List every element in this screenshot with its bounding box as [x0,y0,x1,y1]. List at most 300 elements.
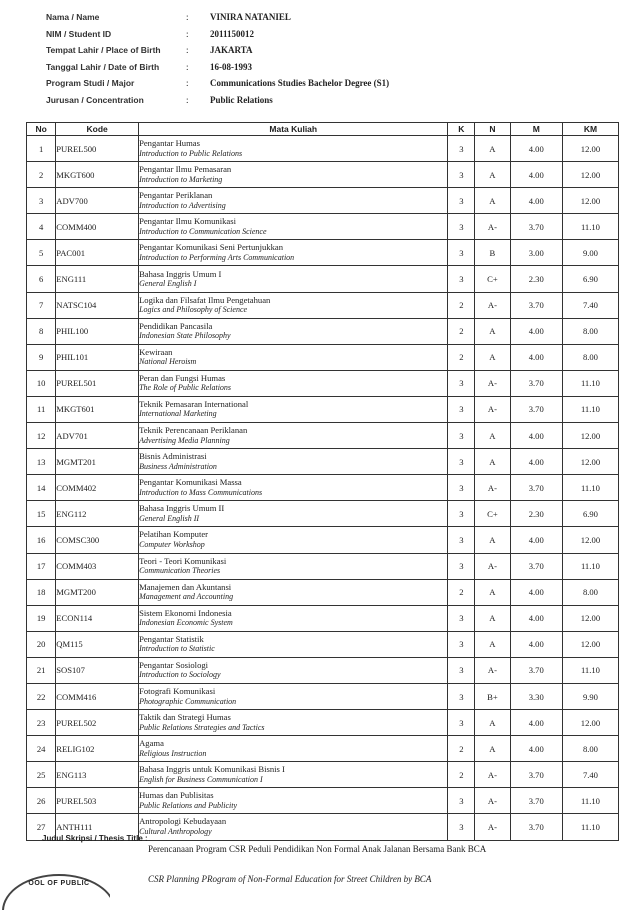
info-label: NIM / Student ID [46,28,112,39]
info-label: Program Studi / Major [46,78,135,88]
cell-mata-kuliah [139,736,448,762]
header-mata-kuliah: Mata Kuliah [139,123,448,136]
course-name-en: Indonesian State Philosophy [139,331,231,341]
course-name-id: Pelatihan Komputer [139,530,209,540]
cell-km: 8.00 [562,344,618,370]
cell-m: 3.70 [510,788,562,814]
table-row [27,266,619,292]
info-value: Public Relations [210,94,273,105]
cell-n: A- [475,814,510,840]
cell-km: 12.00 [562,449,618,475]
cell-kode: NATSC104 [56,292,139,318]
cell-km: 11.10 [562,475,618,501]
cell-n: A [475,527,510,553]
cell-n: C+ [475,266,510,292]
cell-k: 2 [448,762,475,788]
cell-km: 8.00 [562,318,618,344]
cell-m: 4.00 [510,631,562,657]
header-k: K [448,123,475,136]
table-row [27,605,619,631]
cell-kode: MGMT201 [56,449,139,475]
cell-no: 15 [27,501,56,527]
cell-mata-kuliah [139,683,448,709]
cell-k: 3 [448,396,475,422]
cell-km: 12.00 [562,631,618,657]
course-name-en: Introduction to Statistic [139,644,215,654]
table-row [27,553,619,579]
cell-n: A- [475,214,510,240]
cell-mata-kuliah [139,370,448,396]
course-name-en: Public Relations and Publicity [139,800,238,810]
cell-n: A [475,136,510,162]
cell-kode: COMM403 [56,553,139,579]
course-name-en: Management and Accounting [139,592,234,602]
cell-m: 4.00 [510,527,562,553]
cell-n: A- [475,475,510,501]
info-colon: : [186,28,189,39]
header-kode: Kode [56,123,139,136]
cell-k: 3 [448,188,475,214]
cell-kode: PHIL100 [56,318,139,344]
course-name-en: Public Relations Strategies and Tactics [139,722,265,732]
course-name-id: Fotografi Komunikasi [139,687,216,697]
cell-mata-kuliah [139,501,448,527]
cell-no: 22 [27,683,56,709]
header-no: No [27,123,56,136]
cell-k: 3 [448,240,475,266]
cell-mata-kuliah [139,579,448,605]
table-row [27,162,619,188]
cell-mata-kuliah [139,814,448,840]
cell-km: 7.40 [562,292,618,318]
cell-no: 3 [27,188,56,214]
cell-n: A [475,423,510,449]
table-row [27,396,619,422]
table-row [27,475,619,501]
cell-k: 2 [448,292,475,318]
cell-n: A- [475,370,510,396]
course-name-id: Pengantar Komunikasi Seni Pertunjukkan [139,243,283,253]
course-name-en: Introduction to Public Relations [139,148,243,158]
cell-n: A- [475,657,510,683]
cell-n: A [475,449,510,475]
table-header-row [27,123,619,136]
cell-km: 11.10 [562,214,618,240]
cell-kode: COMM400 [56,214,139,240]
cell-m: 4.00 [510,344,562,370]
course-name-en: Introduction to Performing Arts Communication [139,252,295,262]
table-row [27,788,619,814]
info-value: 16-08-1993 [210,61,252,72]
cell-n: A [475,605,510,631]
grades-table [26,122,619,841]
cell-k: 3 [448,814,475,840]
course-name-id: Teori - Teori Komunikasi [139,556,227,566]
header-km: KM [562,123,618,136]
course-name-en: Photographic Communication [139,696,237,706]
cell-n: A- [475,788,510,814]
cell-n: A [475,710,510,736]
table-row [27,136,619,162]
cell-k: 3 [448,527,475,553]
info-label: Tanggal Lahir / Date of Birth [46,61,160,72]
cell-kode: ADV700 [56,188,139,214]
cell-m: 3.70 [510,292,562,318]
info-colon: : [186,12,189,22]
cell-no: 9 [27,344,56,370]
table-row [27,579,619,605]
info-colon: : [186,45,189,55]
cell-no: 18 [27,579,56,605]
cell-k: 3 [448,475,475,501]
table-body [27,136,619,841]
cell-k: 3 [448,788,475,814]
cell-kode: QM115 [56,631,139,657]
thesis-label: Judul Skripsi / Thesis Title : [42,834,148,843]
cell-no: 7 [27,292,56,318]
cell-n: C+ [475,501,510,527]
course-name-id: Humas dan Publisitas [139,791,214,801]
cell-km: 7.40 [562,762,618,788]
table-row [27,501,619,527]
course-name-id: Teknik Perencanaan Periklanan [139,426,248,436]
cell-kode: ECON114 [56,605,139,631]
course-name-en: The Role of Public Relations [139,383,232,393]
cell-kode: MKGT600 [56,162,139,188]
course-name-id: Bahasa Inggris Umum I [139,269,222,279]
cell-mata-kuliah [139,344,448,370]
info-label: Jurusan / Concentration [46,94,144,105]
cell-kode: ENG112 [56,501,139,527]
course-name-en: Business Administration [139,461,217,471]
header-n: N [475,123,510,136]
cell-km: 9.90 [562,683,618,709]
table-row [27,710,619,736]
course-name-id: Pengantar Ilmu Komunikasi [139,217,236,227]
cell-no: 27 [27,814,56,840]
cell-kode: ADV701 [56,423,139,449]
cell-m: 4.00 [510,188,562,214]
table-row [27,214,619,240]
cell-no: 11 [27,396,56,422]
course-name-id: Teknik Pemasaran International [139,399,249,409]
school-stamp [0,870,110,910]
cell-no: 8 [27,318,56,344]
cell-kode: ENG113 [56,762,139,788]
table-row [27,188,619,214]
cell-k: 3 [448,631,475,657]
cell-m: 3.70 [510,396,562,422]
cell-kode: COMM416 [56,683,139,709]
cell-k: 3 [448,683,475,709]
course-name-en: Advertising Media Planning [139,435,230,445]
cell-n: A [475,631,510,657]
cell-km: 12.00 [562,188,618,214]
info-label: Nama / Name [46,12,100,22]
cell-km: 11.10 [562,657,618,683]
cell-no: 20 [27,631,56,657]
cell-m: 4.00 [510,736,562,762]
cell-n: A- [475,553,510,579]
cell-m: 3.70 [510,553,562,579]
cell-n: B [475,240,510,266]
cell-k: 3 [448,136,475,162]
table-row [27,762,619,788]
course-name-en: Religious Instruction [139,748,207,758]
cell-kode: PUREL500 [56,136,139,162]
table-row [27,449,619,475]
cell-no: 17 [27,553,56,579]
course-name-id: Bisnis Administrasi [139,452,207,462]
info-colon: : [186,61,189,72]
cell-no: 16 [27,527,56,553]
cell-km: 12.00 [562,423,618,449]
cell-k: 3 [448,605,475,631]
course-name-id: Pengantar Humas [139,139,200,149]
cell-mata-kuliah [139,162,448,188]
course-name-id: Pengantar Periklanan [139,191,213,201]
cell-mata-kuliah [139,423,448,449]
cell-mata-kuliah [139,214,448,240]
cell-n: A- [475,762,510,788]
cell-km: 12.00 [562,527,618,553]
cell-m: 2.30 [510,501,562,527]
course-name-en: Introduction to Sociology [139,670,221,680]
info-value: JAKARTA [210,45,253,55]
cell-no: 24 [27,736,56,762]
course-name-id: Antropologi Kebudayaan [139,817,227,827]
cell-mata-kuliah [139,762,448,788]
header-m: M [510,123,562,136]
cell-kode: MGMT200 [56,579,139,605]
table-row [27,683,619,709]
cell-no: 12 [27,423,56,449]
cell-k: 2 [448,318,475,344]
cell-km: 6.90 [562,266,618,292]
cell-m: 3.70 [510,475,562,501]
cell-n: A [475,162,510,188]
cell-no: 21 [27,657,56,683]
info-value: 2011150012 [210,28,255,39]
table-row [27,423,619,449]
cell-k: 3 [448,370,475,396]
cell-mata-kuliah [139,240,448,266]
course-name-id: Pengantar Statistik [139,634,204,644]
cell-km: 12.00 [562,605,618,631]
course-name-en: Logics and Philosophy of Science [139,305,248,315]
cell-k: 3 [448,501,475,527]
cell-k: 3 [448,266,475,292]
cell-kode: PHIL101 [56,344,139,370]
cell-km: 12.00 [562,162,618,188]
cell-kode: PUREL503 [56,788,139,814]
course-name-id: Manajemen dan Akuntansi [139,582,232,592]
cell-m: 4.00 [510,318,562,344]
cell-km: 8.00 [562,736,618,762]
course-name-en: Introduction to Communication Science [139,226,267,236]
course-name-en: Introduction to Advertising [139,200,226,210]
cell-k: 2 [448,736,475,762]
cell-no: 23 [27,710,56,736]
cell-k: 3 [448,162,475,188]
info-colon: : [186,78,189,88]
table-row [27,240,619,266]
cell-no: 1 [27,136,56,162]
course-name-id: Peran dan Fungsi Humas [139,373,226,383]
cell-no: 14 [27,475,56,501]
table-row [27,318,619,344]
cell-km: 8.00 [562,579,618,605]
cell-mata-kuliah [139,788,448,814]
cell-k: 2 [448,579,475,605]
thesis-title-id: Perencanaan Program CSR Peduli Pendidikan Non Formal Anak Jalanan Bersama Bank BCA [148,844,487,854]
table-row [27,370,619,396]
cell-mata-kuliah [139,292,448,318]
cell-no: 5 [27,240,56,266]
cell-mata-kuliah [139,318,448,344]
stamp-ring [2,874,110,910]
course-name-en: Introduction to Mass Communications [139,487,263,497]
cell-mata-kuliah [139,449,448,475]
cell-k: 3 [448,214,475,240]
cell-mata-kuliah [139,527,448,553]
cell-n: A- [475,396,510,422]
cell-no: 2 [27,162,56,188]
cell-no: 19 [27,605,56,631]
cell-no: 13 [27,449,56,475]
course-name-en: Introduction to Marketing [139,174,223,184]
table-row [27,736,619,762]
info-label: Tempat Lahir / Place of Birth [46,45,161,55]
cell-n: A [475,344,510,370]
course-name-en: General English I [139,279,197,289]
cell-no: 10 [27,370,56,396]
course-name-en: Computer Workshop [139,539,205,549]
cell-mata-kuliah [139,136,448,162]
thesis-title-en: CSR Planning PRogram of Non-Formal Education for Street Children by BCA [148,874,432,884]
course-name-id: Taktik dan Strategi Humas [139,713,231,723]
course-name-id: Sistem Ekonomi Indonesia [139,608,232,618]
cell-kode: PAC001 [56,240,139,266]
cell-km: 9.00 [562,240,618,266]
cell-k: 3 [448,423,475,449]
course-name-en: English for Business Communication I [139,774,263,784]
table-row [27,657,619,683]
info-colon: : [186,94,189,105]
cell-mata-kuliah [139,475,448,501]
course-name-id: Pendidikan Pancasila [139,321,213,331]
stamp-text: OOL OF PUBLIC [28,880,90,887]
cell-kode: PUREL502 [56,710,139,736]
cell-k: 3 [448,710,475,736]
table-row [27,631,619,657]
cell-n: A [475,736,510,762]
cell-no: 25 [27,762,56,788]
cell-mata-kuliah [139,553,448,579]
info-value: Communications Studies Bachelor Degree (S1) [210,78,390,88]
cell-km: 6.90 [562,501,618,527]
cell-mata-kuliah [139,266,448,292]
course-name-id: Bahasa Inggris Umum II [139,504,225,514]
cell-mata-kuliah [139,188,448,214]
cell-m: 3.70 [510,762,562,788]
cell-k: 2 [448,344,475,370]
cell-m: 4.00 [510,710,562,736]
cell-m: 3.70 [510,814,562,840]
cell-no: 4 [27,214,56,240]
cell-m: 4.00 [510,605,562,631]
cell-m: 3.70 [510,370,562,396]
table-row [27,527,619,553]
course-name-en: Communication Theories [139,566,221,576]
course-name-id: Bahasa Inggris untuk Komunikasi Bisnis I [139,765,285,775]
cell-km: 12.00 [562,136,618,162]
cell-kode: COMSC300 [56,527,139,553]
cell-n: A [475,188,510,214]
cell-no: 6 [27,266,56,292]
cell-mata-kuliah [139,605,448,631]
course-name-id: Agama [139,739,164,749]
course-name-en: General English II [139,513,200,523]
cell-n: A [475,579,510,605]
cell-m: 4.00 [510,162,562,188]
cell-k: 3 [448,553,475,579]
table-row [27,344,619,370]
cell-m: 4.00 [510,579,562,605]
table-row [27,292,619,318]
course-name-en: National Heroism [139,357,197,367]
cell-kode: RELIG102 [56,736,139,762]
cell-k: 3 [448,449,475,475]
cell-km: 11.10 [562,553,618,579]
cell-mata-kuliah [139,396,448,422]
cell-n: A [475,318,510,344]
course-name-id: Logika dan Filsafat Ilmu Pengetahuan [139,295,271,305]
course-name-en: International Marketing [139,409,217,419]
info-value: VINIRA NATANIEL [210,12,291,22]
cell-km: 11.10 [562,788,618,814]
cell-m: 4.00 [510,449,562,475]
cell-kode: ANTH111 [56,814,139,840]
cell-m: 2.30 [510,266,562,292]
cell-n: A- [475,292,510,318]
course-name-id: Pengantar Ilmu Pemasaran [139,165,232,175]
course-name-id: Kewiraan [139,347,173,357]
cell-m: 3.70 [510,657,562,683]
cell-mata-kuliah [139,710,448,736]
cell-mata-kuliah [139,631,448,657]
cell-kode: MKGT601 [56,396,139,422]
cell-m: 3.00 [510,240,562,266]
course-name-id: Pengantar Sosiologi [139,660,209,670]
cell-kode: SOS107 [56,657,139,683]
cell-m: 4.00 [510,136,562,162]
course-name-id: Pengantar Komunikasi Massa [139,478,242,488]
cell-km: 12.00 [562,710,618,736]
cell-no: 26 [27,788,56,814]
cell-m: 4.00 [510,423,562,449]
cell-kode: ENG111 [56,266,139,292]
cell-mata-kuliah [139,657,448,683]
cell-km: 11.10 [562,814,618,840]
cell-m: 3.70 [510,214,562,240]
course-name-en: Indonesian Economic System [139,618,233,628]
cell-k: 3 [448,657,475,683]
cell-km: 11.10 [562,396,618,422]
course-name-en: Cultural Anthropology [139,826,212,836]
cell-kode: COMM402 [56,475,139,501]
cell-n: B+ [475,683,510,709]
